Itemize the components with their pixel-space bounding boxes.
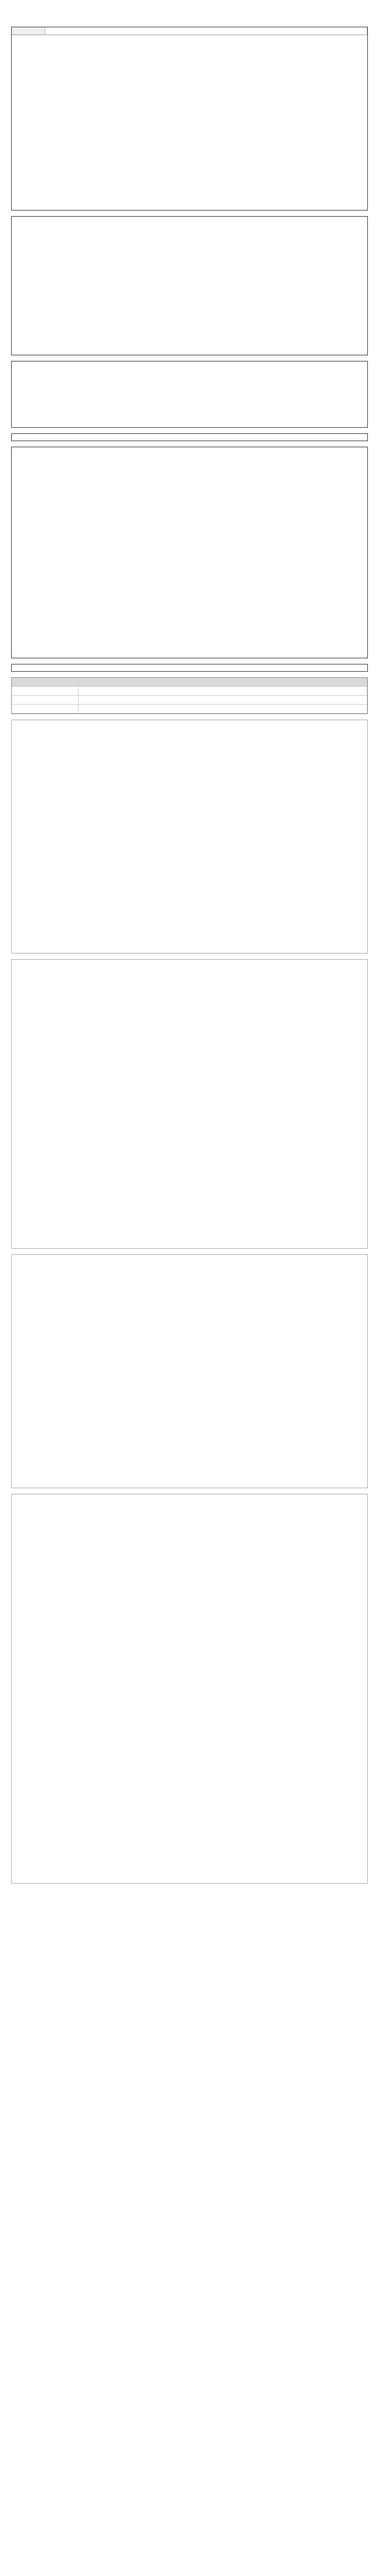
prize-title [12,363,367,370]
bottom-banner [11,664,368,672]
prize-section [11,361,368,428]
document-title [11,8,368,27]
table-row [12,687,367,696]
schedule-box [11,1254,368,1488]
notice-table [11,216,368,355]
warning-banner [11,433,368,441]
notes-box [11,1494,368,1884]
table-row [12,696,367,705]
overview-table [11,27,368,211]
rules-box [11,959,368,1249]
overview-row [12,27,367,35]
rules-table [11,447,368,658]
text-section [11,720,368,954]
schedule-table [11,677,368,714]
table-header-row [12,678,367,687]
table-row [12,705,367,713]
